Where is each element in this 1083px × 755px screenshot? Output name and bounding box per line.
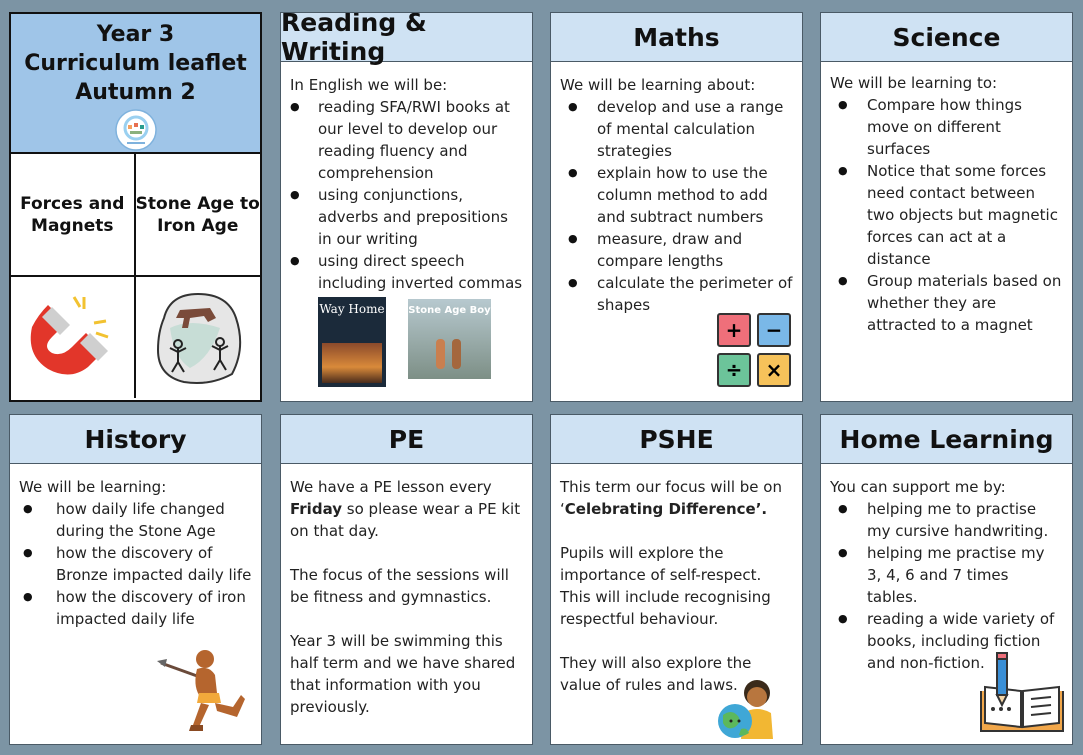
pshe-focus: Celebrating Difference’. bbox=[564, 500, 768, 518]
pshe-body bbox=[551, 464, 802, 696]
science-body bbox=[821, 62, 1072, 336]
title-line-2: Curriculum leaflet bbox=[24, 51, 247, 76]
list-item: ● how daily life changed during the Stone Age bbox=[23, 498, 252, 542]
pshe-card bbox=[550, 414, 803, 745]
pe-body bbox=[281, 464, 532, 718]
book-cover-title: Stone Age Boy bbox=[408, 305, 491, 316]
reading-intro: In English we will be: bbox=[290, 76, 448, 94]
science-heading: Science bbox=[821, 13, 1072, 62]
list-item: ● explain how to use the column method to add and subtract numbers bbox=[568, 162, 793, 228]
science-list bbox=[830, 94, 1063, 336]
pe-heading: PE bbox=[281, 415, 532, 464]
cave-cell bbox=[136, 277, 261, 398]
home-learning-card bbox=[820, 414, 1073, 745]
list-item: ● using direct speech including inverted commas bbox=[290, 250, 523, 294]
history-card bbox=[9, 414, 262, 745]
topics-grid bbox=[11, 154, 260, 398]
maths-body bbox=[551, 62, 802, 316]
reading-writing-body bbox=[281, 62, 532, 294]
pshe-paragraph-2: Pupils will explore the importance of self-respect. This will include recognising respectful behaviour. bbox=[560, 544, 771, 628]
pshe-heading: PSHE bbox=[551, 415, 802, 464]
maths-heading: Maths bbox=[551, 13, 802, 62]
pe-paragraph-1 bbox=[290, 476, 523, 542]
home-list bbox=[830, 498, 1063, 674]
reading-writing-card bbox=[280, 12, 533, 402]
pe-card bbox=[280, 414, 533, 745]
list-item: ● measure, draw and compare lengths bbox=[568, 228, 793, 272]
history-list bbox=[19, 498, 252, 630]
child-globe-icon bbox=[713, 675, 779, 741]
book-cover-title: Way Home bbox=[319, 302, 385, 316]
list-item: ● Notice that some forces need contact between two objects but magnetic forces can act at a distance bbox=[838, 160, 1063, 270]
list-item: ● develop and use a range of mental calculation strategies bbox=[568, 96, 793, 162]
list-item: ● reading a wide variety of books, including fiction and non-fiction. bbox=[838, 608, 1063, 674]
science-intro: We will be learning to: bbox=[830, 74, 998, 92]
pshe-text: This term our focus will be on ‘ bbox=[560, 478, 782, 518]
history-heading: History bbox=[10, 415, 261, 464]
magnet-cell bbox=[11, 277, 136, 398]
title-area bbox=[11, 14, 260, 154]
book-pencil-icon bbox=[977, 651, 1067, 737]
book-cover-way-home bbox=[318, 297, 386, 387]
multiply-icon: × bbox=[757, 353, 791, 387]
pe-text: so please wear a PE kit on that day. bbox=[290, 500, 521, 540]
magnet-icon bbox=[22, 293, 122, 383]
divide-icon: ÷ bbox=[717, 353, 751, 387]
history-body bbox=[10, 464, 261, 630]
list-item: ● reading SFA/RWI books at our level to develop our reading fluency and comprehension bbox=[290, 96, 523, 184]
title-line-1: Year 3 bbox=[96, 22, 175, 47]
pe-day: Friday bbox=[290, 500, 343, 518]
home-learning-heading: Home Learning bbox=[821, 415, 1072, 464]
list-item: ● helping me practise my 3, 4, 6 and 7 times tables. bbox=[838, 542, 1063, 608]
maths-card bbox=[550, 12, 803, 402]
list-item: ● using conjunctions, adverbs and prepositions in our writing bbox=[290, 184, 523, 250]
plus-icon: + bbox=[717, 313, 751, 347]
history-intro: We will be learning: bbox=[19, 478, 167, 496]
cave-painting-icon bbox=[150, 288, 246, 388]
pe-text: We have a PE lesson every bbox=[290, 478, 492, 496]
pshe-paragraph-3: They will also explore the value of rules and laws. bbox=[560, 654, 752, 694]
list-item: ● Group materials based on whether they are attracted to a magnet bbox=[838, 270, 1063, 336]
topic-forces-magnets: Forces and Magnets bbox=[11, 154, 136, 277]
topic-stone-age: Stone Age to Iron Age bbox=[136, 154, 261, 277]
pe-paragraph-3: Year 3 will be swimming this half term and we have shared that information with you previously. bbox=[290, 632, 516, 716]
list-item: ● helping me to practise my cursive handwriting. bbox=[838, 498, 1063, 542]
pe-paragraph-2: The focus of the sessions will be fitness and gymnastics. bbox=[290, 566, 509, 606]
title-line-3: Autumn 2 bbox=[75, 80, 196, 105]
home-intro: You can support me by: bbox=[830, 478, 1006, 496]
list-item: ● how the discovery of iron impacted daily life bbox=[23, 586, 252, 630]
maths-list bbox=[560, 96, 793, 316]
reading-writing-heading: Reading & Writing bbox=[281, 13, 532, 62]
list-item: ● Compare how things move on different surfaces bbox=[838, 94, 1063, 160]
reading-list bbox=[290, 96, 523, 294]
book-cover-stone-age-boy bbox=[408, 299, 491, 379]
title-card bbox=[9, 12, 262, 402]
science-card bbox=[820, 12, 1073, 402]
school-logo-icon bbox=[115, 109, 157, 151]
minus-icon: − bbox=[757, 313, 791, 347]
home-learning-body bbox=[821, 464, 1072, 674]
list-item: ● calculate the perimeter of shapes bbox=[568, 272, 793, 316]
list-item: ● how the discovery of Bronze impacted daily life bbox=[23, 542, 252, 586]
pshe-paragraph-1 bbox=[560, 476, 793, 520]
maths-symbols-icon bbox=[717, 313, 791, 387]
maths-intro: We will be learning about: bbox=[560, 76, 756, 94]
hunter-icon bbox=[157, 645, 247, 737]
